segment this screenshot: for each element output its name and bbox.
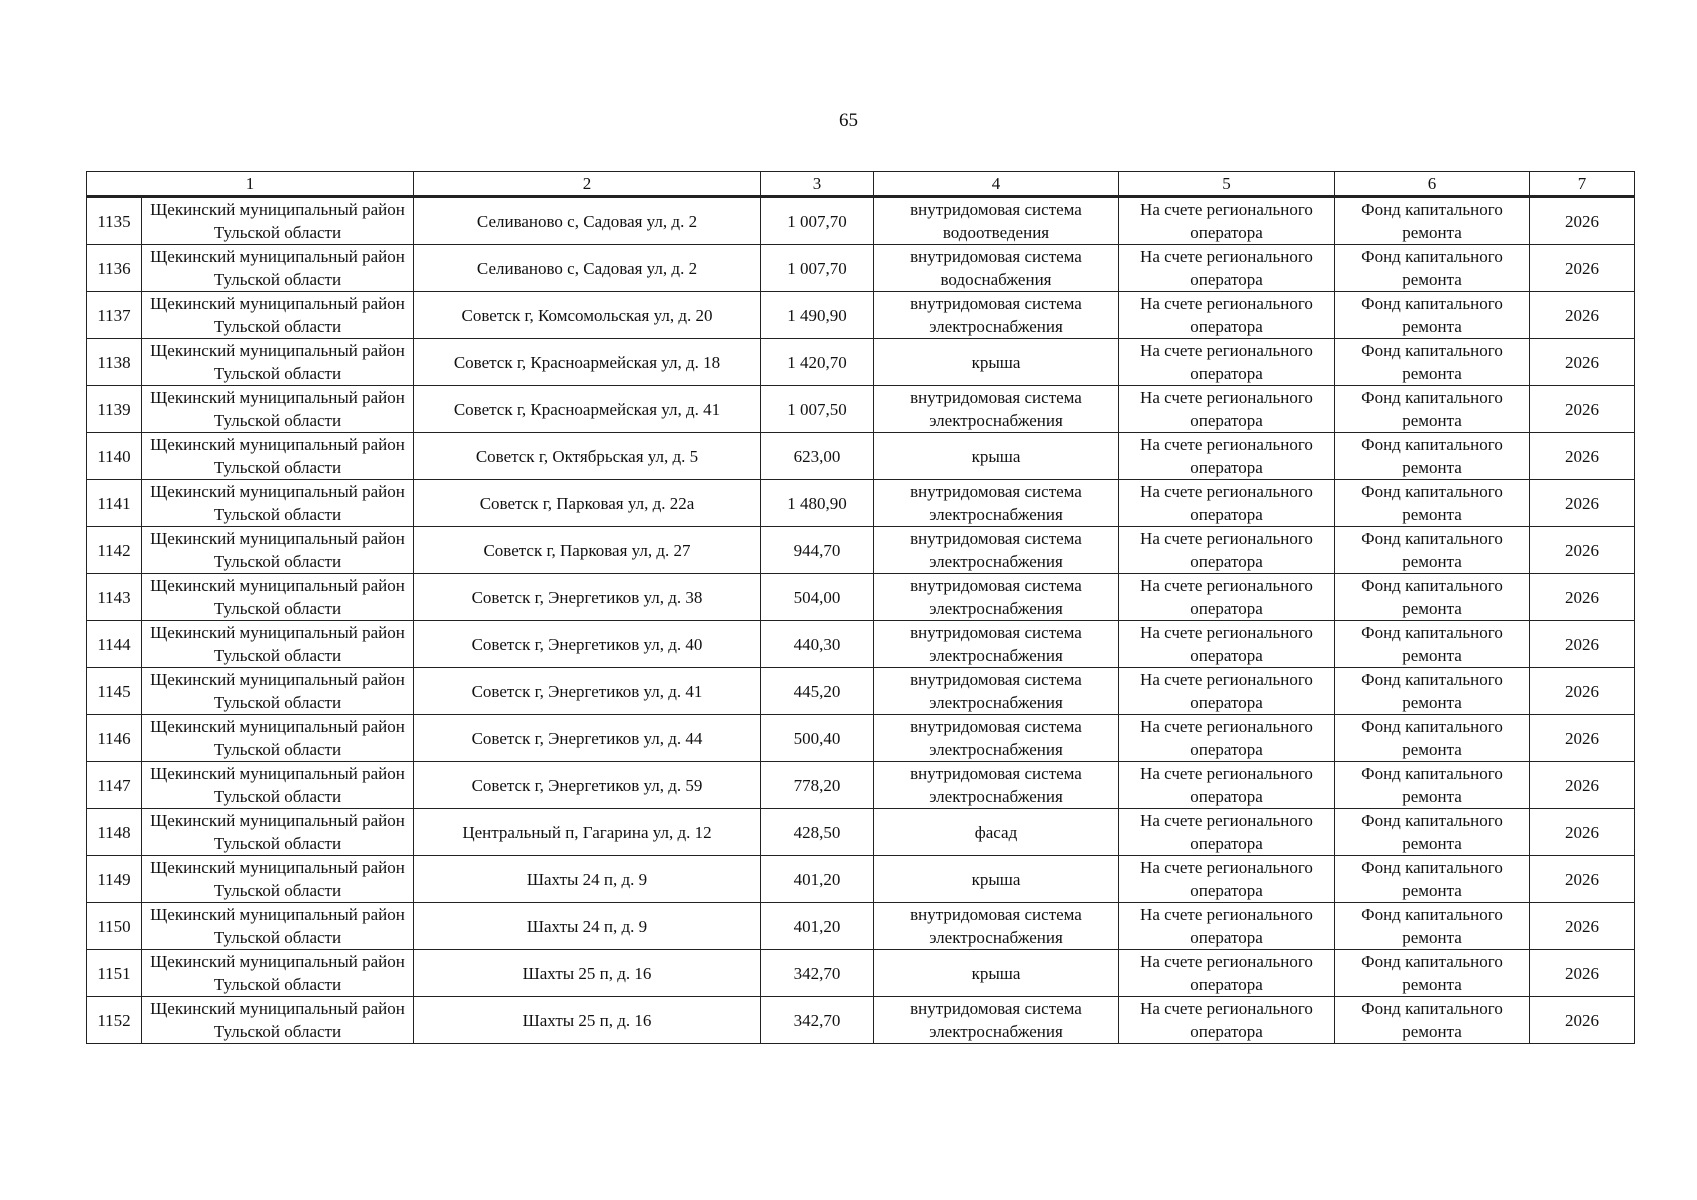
fund-cell: Фонд капитального ремонта bbox=[1335, 762, 1530, 809]
table-row bbox=[87, 809, 1635, 856]
year-cell: 2026 bbox=[1530, 574, 1635, 621]
header-row bbox=[87, 172, 1635, 197]
table-row bbox=[87, 433, 1635, 480]
row-number-cell: 1145 bbox=[87, 668, 142, 715]
municipality-cell: Щекинский муниципальный район Тульской области bbox=[142, 950, 414, 997]
table-row bbox=[87, 950, 1635, 997]
year-cell: 2026 bbox=[1530, 292, 1635, 339]
municipality-cell: Щекинский муниципальный район Тульской области bbox=[142, 480, 414, 527]
municipality-cell: Щекинский муниципальный район Тульской области bbox=[142, 292, 414, 339]
row-number-cell: 1146 bbox=[87, 715, 142, 762]
municipality-cell: Щекинский муниципальный район Тульской области bbox=[142, 809, 414, 856]
work-type-cell: внутридомовая система электроснабжения bbox=[874, 574, 1119, 621]
fund-cell: Фонд капитального ремонта bbox=[1335, 245, 1530, 292]
work-type-cell: внутридомовая система электроснабжения bbox=[874, 762, 1119, 809]
area-cell: 401,20 bbox=[761, 903, 874, 950]
fund-cell: Фонд капитального ремонта bbox=[1335, 715, 1530, 762]
municipality-cell: Щекинский муниципальный район Тульской области bbox=[142, 668, 414, 715]
row-number-cell: 1136 bbox=[87, 245, 142, 292]
municipality-cell: Щекинский муниципальный район Тульской области bbox=[142, 903, 414, 950]
work-type-cell: внутридомовая система водоснабжения bbox=[874, 245, 1119, 292]
row-number-cell: 1140 bbox=[87, 433, 142, 480]
address-cell: Советск г, Энергетиков ул, д. 44 bbox=[414, 715, 761, 762]
fund-cell: Фонд капитального ремонта bbox=[1335, 339, 1530, 386]
municipality-cell: Щекинский муниципальный район Тульской области bbox=[142, 762, 414, 809]
row-number-cell: 1149 bbox=[87, 856, 142, 903]
area-cell: 342,70 bbox=[761, 950, 874, 997]
municipality-cell: Щекинский муниципальный район Тульской области bbox=[142, 386, 414, 433]
municipality-cell: Щекинский муниципальный район Тульской области bbox=[142, 856, 414, 903]
header-cell-2: 2 bbox=[414, 172, 761, 197]
address-cell: Советск г, Парковая ул, д. 22а bbox=[414, 480, 761, 527]
work-type-cell: внутридомовая система электроснабжения bbox=[874, 386, 1119, 433]
table-row bbox=[87, 527, 1635, 574]
address-cell: Советск г, Комсомольская ул, д. 20 bbox=[414, 292, 761, 339]
address-cell: Шахты 25 п, д. 16 bbox=[414, 997, 761, 1044]
row-number-cell: 1148 bbox=[87, 809, 142, 856]
work-type-cell: внутридомовая система электроснабжения bbox=[874, 668, 1119, 715]
row-number-cell: 1138 bbox=[87, 339, 142, 386]
account-cell: На счете регионального оператора bbox=[1119, 574, 1335, 621]
municipality-cell: Щекинский муниципальный район Тульской области bbox=[142, 433, 414, 480]
fund-cell: Фонд капитального ремонта bbox=[1335, 997, 1530, 1044]
account-cell: На счете регионального оператора bbox=[1119, 245, 1335, 292]
address-cell: Советск г, Энергетиков ул, д. 40 bbox=[414, 621, 761, 668]
work-type-cell: внутридомовая система электроснабжения bbox=[874, 715, 1119, 762]
fund-cell: Фонд капитального ремонта bbox=[1335, 197, 1530, 245]
area-cell: 1 007,70 bbox=[761, 245, 874, 292]
table-row bbox=[87, 668, 1635, 715]
address-cell: Советск г, Парковая ул, д. 27 bbox=[414, 527, 761, 574]
work-type-cell: внутридомовая система электроснабжения bbox=[874, 527, 1119, 574]
work-type-cell: крыша bbox=[874, 856, 1119, 903]
address-cell: Советск г, Красноармейская ул, д. 18 bbox=[414, 339, 761, 386]
fund-cell: Фонд капитального ремонта bbox=[1335, 668, 1530, 715]
work-type-cell: внутридомовая система электроснабжения bbox=[874, 480, 1119, 527]
year-cell: 2026 bbox=[1530, 903, 1635, 950]
year-cell: 2026 bbox=[1530, 433, 1635, 480]
work-type-cell: внутридомовая система водоотведения bbox=[874, 197, 1119, 245]
work-type-cell: внутридомовая система электроснабжения bbox=[874, 997, 1119, 1044]
row-number-cell: 1143 bbox=[87, 574, 142, 621]
header-cell-5: 5 bbox=[1119, 172, 1335, 197]
area-cell: 623,00 bbox=[761, 433, 874, 480]
table-row bbox=[87, 856, 1635, 903]
table-row bbox=[87, 197, 1635, 245]
row-number-cell: 1142 bbox=[87, 527, 142, 574]
year-cell: 2026 bbox=[1530, 809, 1635, 856]
area-cell: 500,40 bbox=[761, 715, 874, 762]
row-number-cell: 1147 bbox=[87, 762, 142, 809]
work-type-cell: крыша bbox=[874, 339, 1119, 386]
page-number: 65 bbox=[839, 110, 858, 131]
capital-repair-table bbox=[86, 171, 1635, 1044]
municipality-cell: Щекинский муниципальный район Тульской области bbox=[142, 245, 414, 292]
table-row bbox=[87, 715, 1635, 762]
table-row bbox=[87, 903, 1635, 950]
fund-cell: Фонд капитального ремонта bbox=[1335, 574, 1530, 621]
fund-cell: Фонд капитального ремонта bbox=[1335, 386, 1530, 433]
header-cell-6: 6 bbox=[1335, 172, 1530, 197]
address-cell: Советск г, Энергетиков ул, д. 41 bbox=[414, 668, 761, 715]
year-cell: 2026 bbox=[1530, 480, 1635, 527]
header-cell-4: 4 bbox=[874, 172, 1119, 197]
account-cell: На счете регионального оператора bbox=[1119, 809, 1335, 856]
fund-cell: Фонд капитального ремонта bbox=[1335, 621, 1530, 668]
area-cell: 428,50 bbox=[761, 809, 874, 856]
table-header bbox=[87, 172, 1635, 197]
table-row bbox=[87, 339, 1635, 386]
municipality-cell: Щекинский муниципальный район Тульской области bbox=[142, 715, 414, 762]
row-number-cell: 1152 bbox=[87, 997, 142, 1044]
area-cell: 445,20 bbox=[761, 668, 874, 715]
account-cell: На счете регионального оператора bbox=[1119, 527, 1335, 574]
fund-cell: Фонд капитального ремонта bbox=[1335, 903, 1530, 950]
area-cell: 1 480,90 bbox=[761, 480, 874, 527]
account-cell: На счете регионального оператора bbox=[1119, 856, 1335, 903]
table-row bbox=[87, 480, 1635, 527]
area-cell: 342,70 bbox=[761, 997, 874, 1044]
municipality-cell: Щекинский муниципальный район Тульской области bbox=[142, 339, 414, 386]
area-cell: 1 490,90 bbox=[761, 292, 874, 339]
year-cell: 2026 bbox=[1530, 997, 1635, 1044]
year-cell: 2026 bbox=[1530, 527, 1635, 574]
year-cell: 2026 bbox=[1530, 668, 1635, 715]
fund-cell: Фонд капитального ремонта bbox=[1335, 480, 1530, 527]
table-row bbox=[87, 621, 1635, 668]
area-cell: 440,30 bbox=[761, 621, 874, 668]
address-cell: Центральный п, Гагарина ул, д. 12 bbox=[414, 809, 761, 856]
area-cell: 778,20 bbox=[761, 762, 874, 809]
area-cell: 1 420,70 bbox=[761, 339, 874, 386]
fund-cell: Фонд капитального ремонта bbox=[1335, 527, 1530, 574]
table-body bbox=[87, 197, 1635, 1044]
work-type-cell: фасад bbox=[874, 809, 1119, 856]
account-cell: На счете регионального оператора bbox=[1119, 997, 1335, 1044]
address-cell: Селиваново с, Садовая ул, д. 2 bbox=[414, 245, 761, 292]
address-cell: Советск г, Красноармейская ул, д. 41 bbox=[414, 386, 761, 433]
table-row bbox=[87, 997, 1635, 1044]
table-row bbox=[87, 574, 1635, 621]
area-cell: 401,20 bbox=[761, 856, 874, 903]
work-type-cell: внутридомовая система электроснабжения bbox=[874, 621, 1119, 668]
work-type-cell: крыша bbox=[874, 433, 1119, 480]
account-cell: На счете регионального оператора bbox=[1119, 950, 1335, 997]
account-cell: На счете регионального оператора bbox=[1119, 480, 1335, 527]
address-cell: Шахты 24 п, д. 9 bbox=[414, 903, 761, 950]
address-cell: Советск г, Энергетиков ул, д. 59 bbox=[414, 762, 761, 809]
account-cell: На счете регионального оператора bbox=[1119, 621, 1335, 668]
year-cell: 2026 bbox=[1530, 245, 1635, 292]
area-cell: 944,70 bbox=[761, 527, 874, 574]
fund-cell: Фонд капитального ремонта bbox=[1335, 292, 1530, 339]
row-number-cell: 1139 bbox=[87, 386, 142, 433]
row-number-cell: 1150 bbox=[87, 903, 142, 950]
table-row bbox=[87, 292, 1635, 339]
address-cell: Шахты 24 п, д. 9 bbox=[414, 856, 761, 903]
fund-cell: Фонд капитального ремонта bbox=[1335, 950, 1530, 997]
address-cell: Шахты 25 п, д. 16 bbox=[414, 950, 761, 997]
account-cell: На счете регионального оператора bbox=[1119, 715, 1335, 762]
municipality-cell: Щекинский муниципальный район Тульской области bbox=[142, 621, 414, 668]
area-cell: 1 007,70 bbox=[761, 197, 874, 245]
row-number-cell: 1137 bbox=[87, 292, 142, 339]
account-cell: На счете регионального оператора bbox=[1119, 762, 1335, 809]
work-type-cell: внутридомовая система электроснабжения bbox=[874, 292, 1119, 339]
fund-cell: Фонд капитального ремонта bbox=[1335, 856, 1530, 903]
fund-cell: Фонд капитального ремонта bbox=[1335, 433, 1530, 480]
area-cell: 504,00 bbox=[761, 574, 874, 621]
year-cell: 2026 bbox=[1530, 950, 1635, 997]
address-cell: Советск г, Октябрьская ул, д. 5 bbox=[414, 433, 761, 480]
municipality-cell: Щекинский муниципальный район Тульской области bbox=[142, 997, 414, 1044]
row-number-cell: 1144 bbox=[87, 621, 142, 668]
municipality-cell: Щекинский муниципальный район Тульской области bbox=[142, 197, 414, 245]
fund-cell: Фонд капитального ремонта bbox=[1335, 809, 1530, 856]
table-row bbox=[87, 245, 1635, 292]
account-cell: На счете регионального оператора bbox=[1119, 903, 1335, 950]
account-cell: На счете регионального оператора bbox=[1119, 386, 1335, 433]
year-cell: 2026 bbox=[1530, 339, 1635, 386]
table-row bbox=[87, 762, 1635, 809]
header-cell-1: 1 bbox=[87, 172, 414, 197]
account-cell: На счете регионального оператора bbox=[1119, 433, 1335, 480]
address-cell: Советск г, Энергетиков ул, д. 38 bbox=[414, 574, 761, 621]
year-cell: 2026 bbox=[1530, 621, 1635, 668]
work-type-cell: крыша bbox=[874, 950, 1119, 997]
year-cell: 2026 bbox=[1530, 856, 1635, 903]
row-number-cell: 1135 bbox=[87, 197, 142, 245]
row-number-cell: 1151 bbox=[87, 950, 142, 997]
account-cell: На счете регионального оператора bbox=[1119, 197, 1335, 245]
header-cell-7: 7 bbox=[1530, 172, 1635, 197]
table-row bbox=[87, 386, 1635, 433]
year-cell: 2026 bbox=[1530, 386, 1635, 433]
municipality-cell: Щекинский муниципальный район Тульской области bbox=[142, 527, 414, 574]
year-cell: 2026 bbox=[1530, 715, 1635, 762]
row-number-cell: 1141 bbox=[87, 480, 142, 527]
account-cell: На счете регионального оператора bbox=[1119, 668, 1335, 715]
address-cell: Селиваново с, Садовая ул, д. 2 bbox=[414, 197, 761, 245]
account-cell: На счете регионального оператора bbox=[1119, 292, 1335, 339]
work-type-cell: внутридомовая система электроснабжения bbox=[874, 903, 1119, 950]
year-cell: 2026 bbox=[1530, 197, 1635, 245]
municipality-cell: Щекинский муниципальный район Тульской области bbox=[142, 574, 414, 621]
header-cell-3: 3 bbox=[761, 172, 874, 197]
account-cell: На счете регионального оператора bbox=[1119, 339, 1335, 386]
area-cell: 1 007,50 bbox=[761, 386, 874, 433]
year-cell: 2026 bbox=[1530, 762, 1635, 809]
